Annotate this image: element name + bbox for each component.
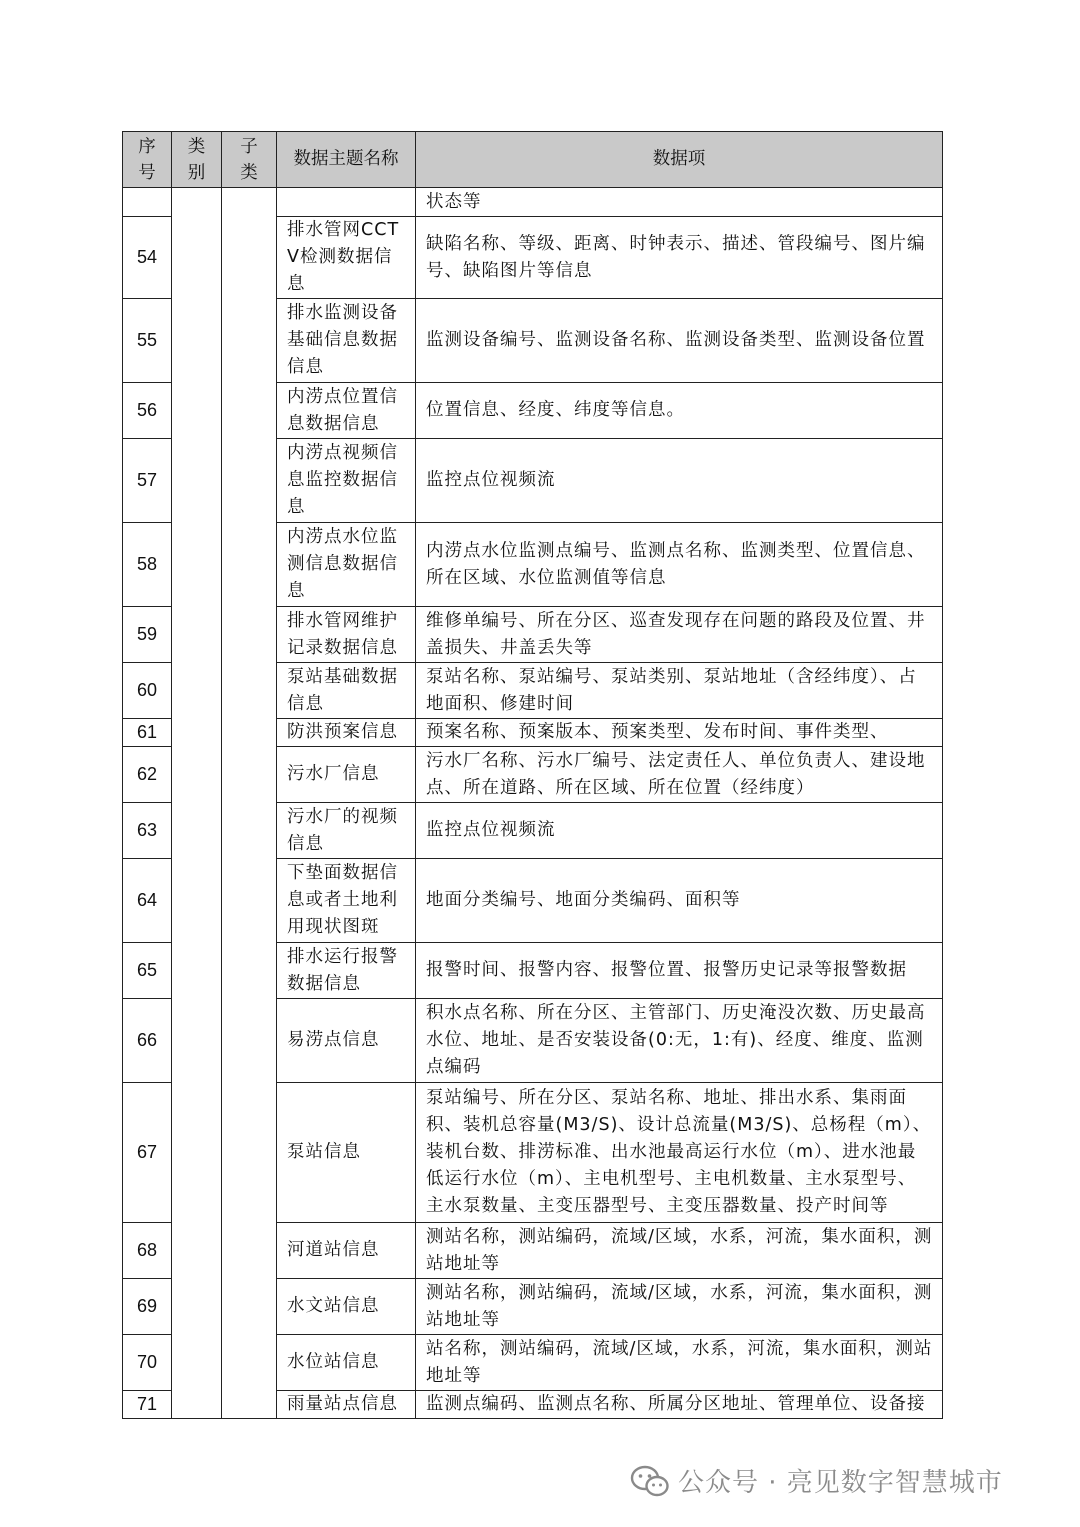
row-data-items: 监测设备编号、监测设备名称、监测设备类型、监测设备位置 <box>416 299 943 383</box>
row-topic-name: 排水监测设备基础信息数据信息 <box>277 299 416 383</box>
row-data-items: 地面分类编号、地面分类编码、面积等 <box>416 859 943 943</box>
row-topic-name: 内涝点位置信息数据信息 <box>277 383 416 439</box>
row-seq: 65 <box>123 943 172 999</box>
row-data-items: 缺陷名称、等级、距离、时钟表示、描述、管段编号、图片编号、缺陷图片等信息 <box>416 217 943 299</box>
row-seq: 62 <box>123 747 172 803</box>
header-data-items: 数据项 <box>416 132 943 188</box>
row-topic-name: 水位站信息 <box>277 1335 416 1391</box>
row-seq: 67 <box>123 1083 172 1223</box>
row-seq: 70 <box>123 1335 172 1391</box>
row-seq: 58 <box>123 523 172 607</box>
row-data-items: 维修单编号、所在分区、巡查发现存在问题的路段及位置、井盖损失、井盖丢失等 <box>416 607 943 663</box>
row-topic-name: 污水厂信息 <box>277 747 416 803</box>
row-topic-name: 防洪预案信息 <box>277 719 416 747</box>
row-seq: 60 <box>123 663 172 719</box>
watermark <box>630 1462 1003 1499</box>
row-seq: 68 <box>123 1223 172 1279</box>
header-category: 类别 <box>172 132 222 188</box>
row-seq: 69 <box>123 1279 172 1335</box>
category-cell <box>172 188 222 1419</box>
row-topic-name: 易涝点信息 <box>277 999 416 1083</box>
row-data-items: 内涝点水位监测点编号、监测点名称、监测类型、位置信息、所在区域、水位监测值等信息 <box>416 523 943 607</box>
continuation-seq-cell <box>123 188 172 217</box>
row-topic-name: 排水运行报警数据信息 <box>277 943 416 999</box>
row-data-items: 泵站编号、所在分区、泵站名称、地址、排出水系、集雨面积、装机总容量(M3/S)、设计总流量(M3/S)、总杨程（m）、装机台数、排涝标准、出水池最高运行水位（m）、进水池最低运行水位（m）、主电机型号、主电机数量、主水泵型号、主水泵数量、主变压器型号、主变压器数量、投产时间等 <box>416 1083 943 1223</box>
continuation-items-cell: 状态等 <box>416 188 943 217</box>
row-seq: 66 <box>123 999 172 1083</box>
row-data-items: 积水点名称、所在分区、主管部门、历史淹没次数、历史最高水位、地址、是否安装设备(0:无，1:有)、经度、维度、监测点编码 <box>416 999 943 1083</box>
continuation-row <box>123 188 943 217</box>
row-data-items: 监控点位视频流 <box>416 439 943 523</box>
row-topic-name: 排水管网CCTV检测数据信息 <box>277 217 416 299</box>
row-topic-name: 内涝点视频信息监控数据信息 <box>277 439 416 523</box>
row-data-items: 预案名称、预案版本、预案类型、发布时间、事件类型、 <box>416 719 943 747</box>
row-data-items: 监测点编码、监测点名称、所属分区地址、管理单位、设备接 <box>416 1391 943 1419</box>
header-subcategory: 子类 <box>222 132 277 188</box>
row-topic-name: 雨量站点信息 <box>277 1391 416 1419</box>
row-topic-name: 河道站信息 <box>277 1223 416 1279</box>
row-data-items: 泵站名称、泵站编号、泵站类别、泵站地址（含经纬度）、占地面积、修建时间 <box>416 663 943 719</box>
wechat-icon <box>630 1464 670 1498</box>
row-data-items: 站名称，测站编码，流域/区域，水系，河流，集水面积，测站地址等 <box>416 1335 943 1391</box>
data-topic-table-container <box>122 131 942 1419</box>
table-header-row <box>123 132 943 188</box>
row-topic-name: 内涝点水位监测信息数据信息 <box>277 523 416 607</box>
row-seq: 56 <box>123 383 172 439</box>
row-topic-name: 排水管网维护记录数据信息 <box>277 607 416 663</box>
row-seq: 55 <box>123 299 172 383</box>
subcategory-cell <box>222 188 277 1419</box>
row-topic-name: 下垫面数据信息或者土地利用现状图斑 <box>277 859 416 943</box>
row-data-items: 监控点位视频流 <box>416 803 943 859</box>
row-data-items: 位置信息、经度、纬度等信息。 <box>416 383 943 439</box>
row-seq: 71 <box>123 1391 172 1419</box>
row-seq: 63 <box>123 803 172 859</box>
row-data-items: 报警时间、报警内容、报警位置、报警历史记录等报警数据 <box>416 943 943 999</box>
header-seq: 序号 <box>123 132 172 188</box>
row-topic-name: 泵站信息 <box>277 1083 416 1223</box>
row-seq: 59 <box>123 607 172 663</box>
row-data-items: 测站名称，测站编码，流域/区域，水系，河流，集水面积，测站地址等 <box>416 1223 943 1279</box>
row-data-items: 污水厂名称、污水厂编号、法定责任人、单位负责人、建设地点、所在道路、所在区域、所在位置（经纬度） <box>416 747 943 803</box>
row-seq: 54 <box>123 217 172 299</box>
data-topic-table <box>122 131 943 1419</box>
row-seq: 57 <box>123 439 172 523</box>
row-seq: 61 <box>123 719 172 747</box>
row-seq: 64 <box>123 859 172 943</box>
row-topic-name: 污水厂的视频信息 <box>277 803 416 859</box>
row-data-items: 测站名称，测站编码，流域/区域，水系，河流，集水面积，测站地址等 <box>416 1279 943 1335</box>
header-topic-name: 数据主题名称 <box>277 132 416 188</box>
row-topic-name: 水文站信息 <box>277 1279 416 1335</box>
row-topic-name: 泵站基础数据信息 <box>277 663 416 719</box>
continuation-name-cell <box>277 188 416 217</box>
watermark-text: 公众号 · 亮见数字智慧城市 <box>678 1468 1003 1498</box>
